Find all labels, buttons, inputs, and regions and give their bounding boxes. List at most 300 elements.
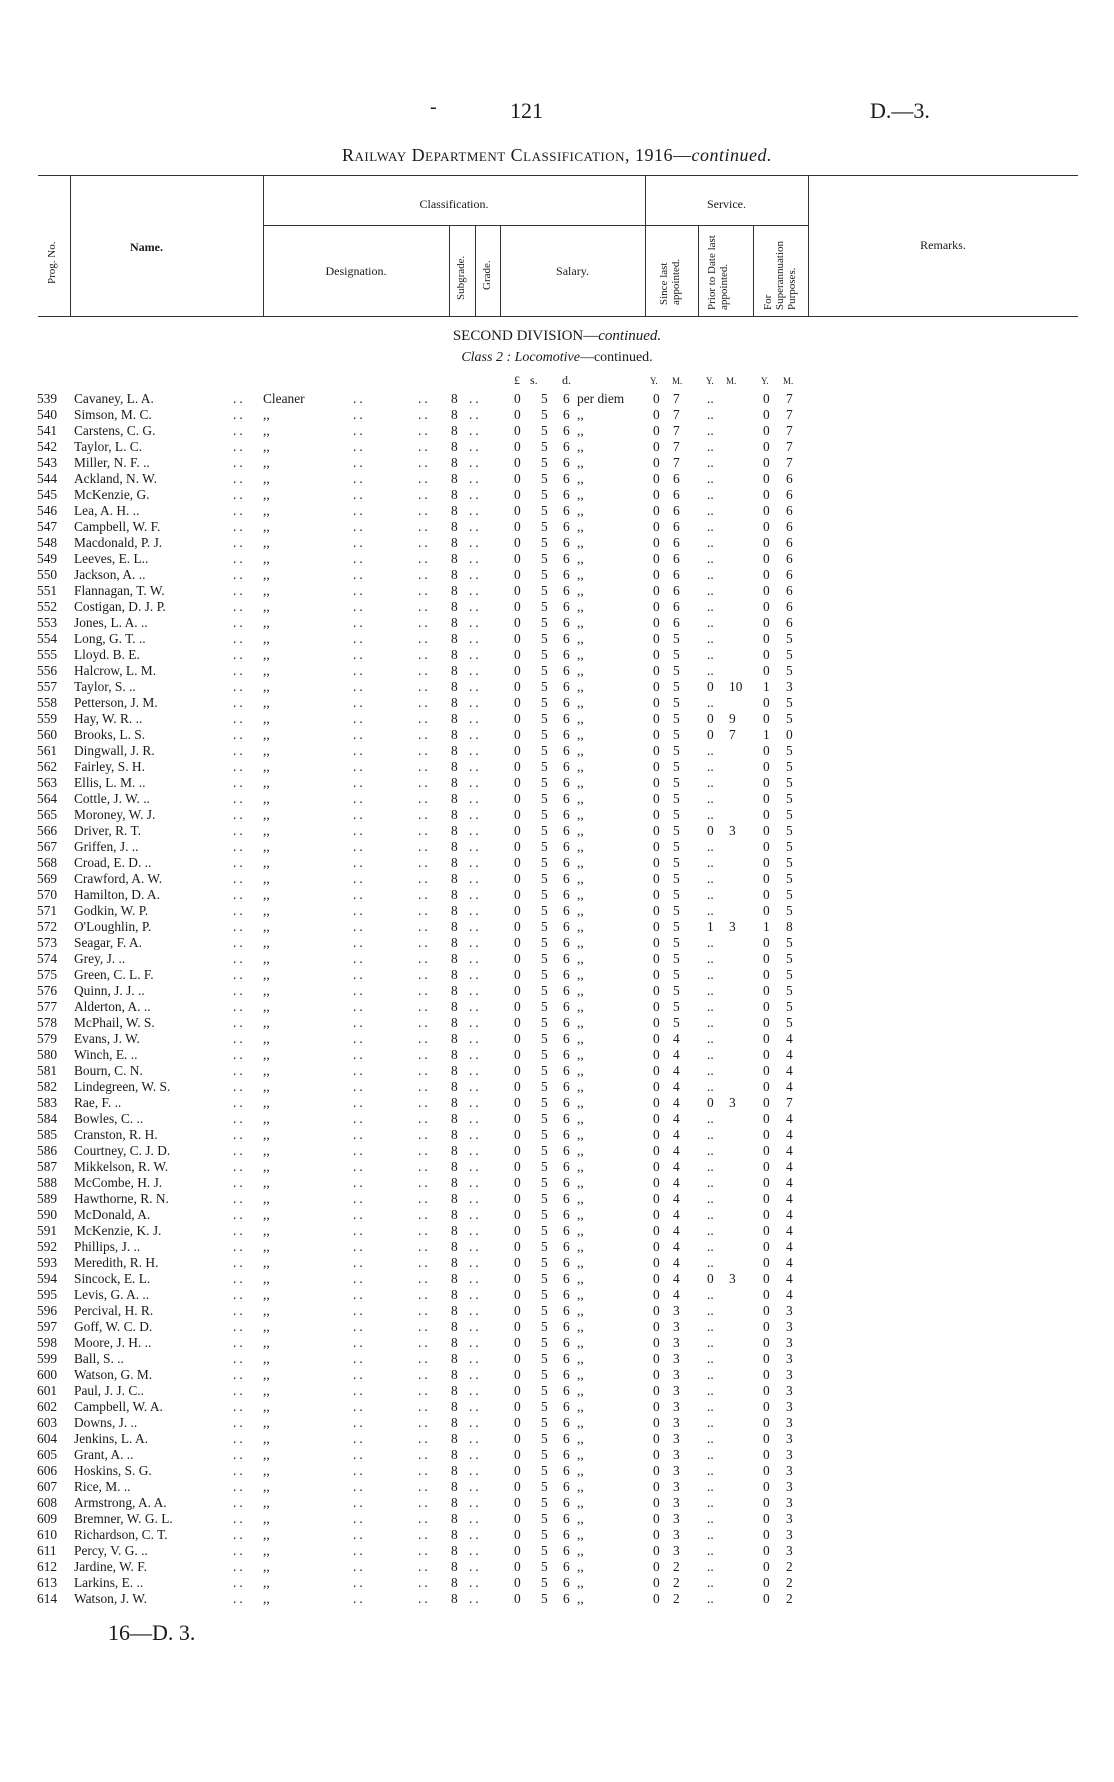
prog-no: 569: [37, 871, 58, 886]
salary-pounds: 0: [514, 775, 521, 790]
salary-pence: 6: [563, 615, 570, 630]
super-years: 0: [763, 615, 770, 630]
salary-period: ,,: [577, 519, 584, 534]
table-row: [0, 727, 1114, 743]
prog-no: 600: [37, 1367, 58, 1382]
leader-dots: ..: [469, 503, 482, 518]
leader-dots: ..: [353, 983, 366, 998]
salary-period: ,,: [577, 1399, 584, 1414]
employee-name: Croad, E. D. ..: [74, 855, 152, 870]
since-years: 0: [653, 919, 660, 934]
table-row: [0, 1543, 1114, 1559]
salary-pounds: 0: [514, 1287, 521, 1302]
salary-period: ,,: [577, 1063, 584, 1078]
leader-dots: ..: [418, 1111, 431, 1126]
prog-no: 557: [37, 679, 58, 694]
table-row: [0, 407, 1114, 423]
since-years: 0: [653, 1255, 660, 1270]
subgrade: 8: [451, 1143, 458, 1158]
salary-period: ,,: [577, 1207, 584, 1222]
employee-name: Moore, J. H. ..: [74, 1335, 152, 1350]
subgrade: 8: [451, 1127, 458, 1142]
designation: ,,: [263, 647, 270, 662]
subgrade: 8: [451, 807, 458, 822]
prog-no: 609: [37, 1511, 58, 1526]
subgrade: 8: [451, 1479, 458, 1494]
salary-pence: 6: [563, 743, 570, 758]
leader-dots: ..: [233, 599, 246, 614]
since-years: 0: [653, 1047, 660, 1062]
prior-years: ..: [707, 743, 714, 758]
leader-dots: ..: [233, 1527, 246, 1542]
since-years: 0: [653, 743, 660, 758]
leader-dots: ..: [233, 1159, 246, 1174]
leader-dots: ..: [353, 1191, 366, 1206]
since-months: 4: [673, 1063, 680, 1078]
leader-dots: ..: [233, 823, 246, 838]
leader-dots: ..: [353, 1575, 366, 1590]
leader-dots: ..: [469, 1223, 482, 1238]
salary-period: ,,: [577, 439, 584, 454]
super-years: 0: [763, 535, 770, 550]
salary-shillings: 5: [541, 887, 548, 902]
salary-period: ,,: [577, 1575, 584, 1590]
employee-name: Flannagan, T. W.: [74, 583, 165, 598]
leader-dots: ..: [233, 775, 246, 790]
leader-dots: ..: [469, 1031, 482, 1046]
leader-dots: ..: [469, 1063, 482, 1078]
leader-dots: ..: [233, 1047, 246, 1062]
super-years: 0: [763, 423, 770, 438]
prog-no: 575: [37, 967, 58, 982]
prog-no: 594: [37, 1271, 58, 1286]
prior-years: ..: [707, 967, 714, 982]
leader-dots: ..: [469, 1303, 482, 1318]
leader-dots: ..: [233, 1111, 246, 1126]
col-designation: Designation.: [325, 264, 387, 278]
employee-name: Goff, W. C. D.: [74, 1319, 153, 1334]
since-months: 5: [673, 679, 680, 694]
salary-shillings: 5: [541, 807, 548, 822]
since-years: 0: [653, 983, 660, 998]
super-years: 0: [763, 1383, 770, 1398]
super-months: 5: [786, 887, 793, 902]
super-months: 4: [786, 1079, 793, 1094]
salary-shillings: 5: [541, 1383, 548, 1398]
salary-pounds: 0: [514, 567, 521, 582]
leader-dots: ..: [353, 1351, 366, 1366]
since-months: 6: [673, 599, 680, 614]
since-months: 5: [673, 919, 680, 934]
super-years: 0: [763, 839, 770, 854]
leader-dots: ..: [469, 631, 482, 646]
subgrade: 8: [451, 631, 458, 646]
since-months: 6: [673, 519, 680, 534]
prior-years: ..: [707, 1575, 714, 1590]
since-years: 0: [653, 887, 660, 902]
super-years: 0: [763, 999, 770, 1014]
employee-name: Campbell, W. F.: [74, 519, 161, 534]
super-months: 4: [786, 1223, 793, 1238]
prior-years: ..: [707, 1015, 714, 1030]
table-row: [0, 1447, 1114, 1463]
leader-dots: ..: [469, 679, 482, 694]
salary-period: ,,: [577, 1543, 584, 1558]
leader-dots: ..: [469, 839, 482, 854]
since-months: 3: [673, 1527, 680, 1542]
col-salary: Salary.: [556, 264, 589, 278]
leader-dots: ..: [233, 487, 246, 502]
designation: ,,: [263, 1303, 270, 1318]
salary-period: ,,: [577, 855, 584, 870]
salary-period: ,,: [577, 887, 584, 902]
salary-shillings: 5: [541, 903, 548, 918]
leader-dots: ..: [233, 791, 246, 806]
leader-dots: ..: [418, 631, 431, 646]
since-months: 4: [673, 1143, 680, 1158]
leader-dots: ..: [469, 775, 482, 790]
salary-shillings: 5: [541, 1015, 548, 1030]
salary-pence: 6: [563, 711, 570, 726]
leader-dots: ..: [469, 535, 482, 550]
prior-years: ..: [707, 887, 714, 902]
since-months: 7: [673, 455, 680, 470]
leader-dots: ..: [233, 647, 246, 662]
table-row: [0, 1479, 1114, 1495]
leader-dots: ..: [233, 1559, 246, 1574]
leader-dots: ..: [469, 1463, 482, 1478]
super-years: 0: [763, 903, 770, 918]
designation: ,,: [263, 695, 270, 710]
leader-dots: ..: [233, 1223, 246, 1238]
table-row: [0, 1143, 1114, 1159]
salary-pounds: 0: [514, 583, 521, 598]
designation: ,,: [263, 855, 270, 870]
subgrade: 8: [451, 1431, 458, 1446]
super-months: 5: [786, 663, 793, 678]
salary-pence: 6: [563, 439, 570, 454]
leader-dots: ..: [469, 1415, 482, 1430]
leader-dots: ..: [353, 487, 366, 502]
leader-dots: ..: [233, 903, 246, 918]
prior-months: 7: [729, 727, 736, 742]
salary-shillings: 5: [541, 1319, 548, 1334]
salary-period: ,,: [577, 1079, 584, 1094]
prior-years: ..: [707, 1319, 714, 1334]
since-years: 0: [653, 1303, 660, 1318]
salary-pounds: 0: [514, 951, 521, 966]
since-months: 5: [673, 967, 680, 982]
salary-shillings: 5: [541, 1351, 548, 1366]
leader-dots: ..: [233, 663, 246, 678]
prog-no: 542: [37, 439, 58, 454]
prog-no: 607: [37, 1479, 58, 1494]
employee-name: McKenzie, K. J.: [74, 1223, 162, 1238]
leader-dots: ..: [418, 791, 431, 806]
subgrade: 8: [451, 951, 458, 966]
super-years: 0: [763, 887, 770, 902]
subgrade: 8: [451, 535, 458, 550]
leader-dots: ..: [353, 631, 366, 646]
salary-period: ,,: [577, 791, 584, 806]
since-years: 0: [653, 711, 660, 726]
leader-dots: ..: [418, 1175, 431, 1190]
super-months: 6: [786, 551, 793, 566]
salary-period: ,,: [577, 743, 584, 758]
leader-dots: ..: [418, 503, 431, 518]
salary-pence: 6: [563, 1287, 570, 1302]
prior-years: ..: [707, 391, 714, 406]
leader-dots: ..: [233, 711, 246, 726]
since-months: 3: [673, 1303, 680, 1318]
leader-dots: ..: [353, 599, 366, 614]
prior-years: ..: [707, 999, 714, 1014]
salary-shillings: 5: [541, 935, 548, 950]
super-years: 0: [763, 1463, 770, 1478]
leader-dots: ..: [418, 871, 431, 886]
salary-period: ,,: [577, 663, 584, 678]
prog-no: 561: [37, 743, 58, 758]
prog-no: 592: [37, 1239, 58, 1254]
prior-years: ..: [707, 1063, 714, 1078]
leader-dots: ..: [418, 999, 431, 1014]
since-years: 0: [653, 487, 660, 502]
super-years: 0: [763, 519, 770, 534]
designation: ,,: [263, 1015, 270, 1030]
unit-pence: d.: [562, 373, 571, 387]
employee-name: Petterson, J. M.: [74, 695, 158, 710]
salary-pence: 6: [563, 1031, 570, 1046]
leader-dots: ..: [469, 567, 482, 582]
salary-pence: 6: [563, 1511, 570, 1526]
employee-name: Jenkins, L. A.: [74, 1431, 149, 1446]
super-years: 0: [763, 775, 770, 790]
table-row: [0, 823, 1114, 839]
prior-years: ..: [707, 1143, 714, 1158]
table-row: [0, 1351, 1114, 1367]
salary-pence: 6: [563, 903, 570, 918]
prog-no: 583: [37, 1095, 58, 1110]
leader-dots: ..: [353, 567, 366, 582]
leader-dots: ..: [469, 999, 482, 1014]
salary-pence: 6: [563, 1319, 570, 1334]
leader-dots: ..: [418, 567, 431, 582]
prog-no: 571: [37, 903, 58, 918]
salary-pounds: 0: [514, 1015, 521, 1030]
super-months: 5: [786, 999, 793, 1014]
salary-pounds: 0: [514, 1367, 521, 1382]
leader-dots: ..: [233, 1543, 246, 1558]
salary-pounds: 0: [514, 1559, 521, 1574]
since-months: 3: [673, 1511, 680, 1526]
salary-shillings: 5: [541, 1159, 548, 1174]
super-months: 4: [786, 1143, 793, 1158]
super-years: 0: [763, 1143, 770, 1158]
salary-pence: 6: [563, 1111, 570, 1126]
since-years: 0: [653, 1575, 660, 1590]
salary-pence: 6: [563, 1447, 570, 1462]
salary-pence: 6: [563, 1079, 570, 1094]
since-years: 0: [653, 1095, 660, 1110]
leader-dots: ..: [353, 1127, 366, 1142]
super-years: 0: [763, 503, 770, 518]
super-years: 0: [763, 1495, 770, 1510]
prior-years: ..: [707, 951, 714, 966]
salary-pence: 6: [563, 871, 570, 886]
super-months: 4: [786, 1207, 793, 1222]
since-years: 0: [653, 1127, 660, 1142]
salary-period: ,,: [577, 871, 584, 886]
salary-shillings: 5: [541, 1399, 548, 1414]
leader-dots: ..: [233, 439, 246, 454]
prior-years: 1: [707, 919, 714, 934]
subgrade: 8: [451, 759, 458, 774]
prior-years: ..: [707, 1479, 714, 1494]
leader-dots: ..: [418, 1143, 431, 1158]
salary-period: ,,: [577, 1287, 584, 1302]
designation: ,,: [263, 1159, 270, 1174]
subgrade: 8: [451, 599, 458, 614]
since-months: 5: [673, 759, 680, 774]
super-years: 0: [763, 1559, 770, 1574]
prior-years: 0: [707, 679, 714, 694]
super-years: 0: [763, 1575, 770, 1590]
since-years: 0: [653, 615, 660, 630]
table-row: [0, 583, 1114, 599]
subgrade: 8: [451, 903, 458, 918]
super-months: 6: [786, 615, 793, 630]
salary-pounds: 0: [514, 791, 521, 806]
subgrade: 8: [451, 1399, 458, 1414]
subgrade: 8: [451, 439, 458, 454]
super-years: 0: [763, 1511, 770, 1526]
since-years: 0: [653, 1335, 660, 1350]
since-years: 0: [653, 1031, 660, 1046]
super-months: 8: [786, 919, 793, 934]
leader-dots: ..: [469, 663, 482, 678]
leader-dots: ..: [353, 871, 366, 886]
employee-name: Leeves, E. L..: [74, 551, 149, 566]
leader-dots: ..: [469, 759, 482, 774]
super-months: 7: [786, 439, 793, 454]
leader-dots: ..: [353, 1095, 366, 1110]
prior-years: ..: [707, 1495, 714, 1510]
super-years: 0: [763, 1047, 770, 1062]
since-months: 4: [673, 1175, 680, 1190]
prior-months: 3: [729, 823, 736, 838]
table-row: [0, 1287, 1114, 1303]
leader-dots: ..: [233, 551, 246, 566]
since-years: 0: [653, 855, 660, 870]
leader-dots: ..: [469, 967, 482, 982]
prog-no: 549: [37, 551, 58, 566]
designation: ,,: [263, 583, 270, 598]
super-years: 0: [763, 967, 770, 982]
leader-dots: ..: [418, 455, 431, 470]
subgrade: 8: [451, 967, 458, 982]
salary-shillings: 5: [541, 487, 548, 502]
prior-years: 0: [707, 1095, 714, 1110]
designation: ,,: [263, 1063, 270, 1078]
leader-dots: ..: [353, 535, 366, 550]
since-months: 4: [673, 1127, 680, 1142]
leader-dots: ..: [469, 1367, 482, 1382]
salary-period: ,,: [577, 983, 584, 998]
leader-dots: ..: [418, 887, 431, 902]
salary-pounds: 0: [514, 695, 521, 710]
since-years: 0: [653, 999, 660, 1014]
subgrade: 8: [451, 1383, 458, 1398]
designation: ,,: [263, 1191, 270, 1206]
leader-dots: ..: [469, 1335, 482, 1350]
salary-pence: 6: [563, 839, 570, 854]
salary-period: ,,: [577, 1223, 584, 1238]
salary-pounds: 0: [514, 807, 521, 822]
salary-period: ,,: [577, 583, 584, 598]
since-months: 5: [673, 647, 680, 662]
leader-dots: ..: [469, 983, 482, 998]
designation: ,,: [263, 1351, 270, 1366]
subgrade: 8: [451, 1095, 458, 1110]
table-row: [0, 615, 1114, 631]
employee-name: Jones, L. A. ..: [74, 615, 148, 630]
super-years: 0: [763, 1335, 770, 1350]
salary-period: ,,: [577, 1255, 584, 1270]
prior-years: ..: [707, 1191, 714, 1206]
leader-dots: ..: [233, 1239, 246, 1254]
prog-no: 581: [37, 1063, 58, 1078]
salary-shillings: 5: [541, 535, 548, 550]
super-years: 0: [763, 1031, 770, 1046]
designation: ,,: [263, 1111, 270, 1126]
title-suffix: continued.: [691, 145, 772, 165]
salary-pence: 6: [563, 1479, 570, 1494]
super-years: 0: [763, 935, 770, 950]
leader-dots: ..: [469, 1159, 482, 1174]
unit-months-super: M.: [783, 376, 794, 386]
leader-dots: ..: [418, 1159, 431, 1174]
table-row: [0, 631, 1114, 647]
leader-dots: ..: [418, 1495, 431, 1510]
leader-dots: ..: [418, 1383, 431, 1398]
prog-no: 582: [37, 1079, 58, 1094]
subgrade: 8: [451, 1015, 458, 1030]
designation: ,,: [263, 839, 270, 854]
leader-dots: ..: [418, 1431, 431, 1446]
designation: ,,: [263, 535, 270, 550]
super-months: 4: [786, 1159, 793, 1174]
leader-dots: ..: [353, 1015, 366, 1030]
designation: ,,: [263, 919, 270, 934]
designation: ,,: [263, 1495, 270, 1510]
prog-no: 603: [37, 1415, 58, 1430]
super-years: 0: [763, 407, 770, 422]
prog-no: 611: [37, 1543, 57, 1558]
prog-no: 588: [37, 1175, 58, 1190]
subgrade: 8: [451, 1367, 458, 1382]
super-months: 4: [786, 1063, 793, 1078]
leader-dots: ..: [418, 1367, 431, 1382]
leader-dots: ..: [353, 759, 366, 774]
since-years: 0: [653, 1207, 660, 1222]
since-months: 3: [673, 1415, 680, 1430]
employee-name: Cranston, R. H.: [74, 1127, 158, 1142]
salary-period: ,,: [577, 1351, 584, 1366]
employee-name: Miller, N. F. ..: [74, 455, 150, 470]
salary-period: ,,: [577, 711, 584, 726]
prior-years: ..: [707, 407, 714, 422]
designation: ,,: [263, 487, 270, 502]
